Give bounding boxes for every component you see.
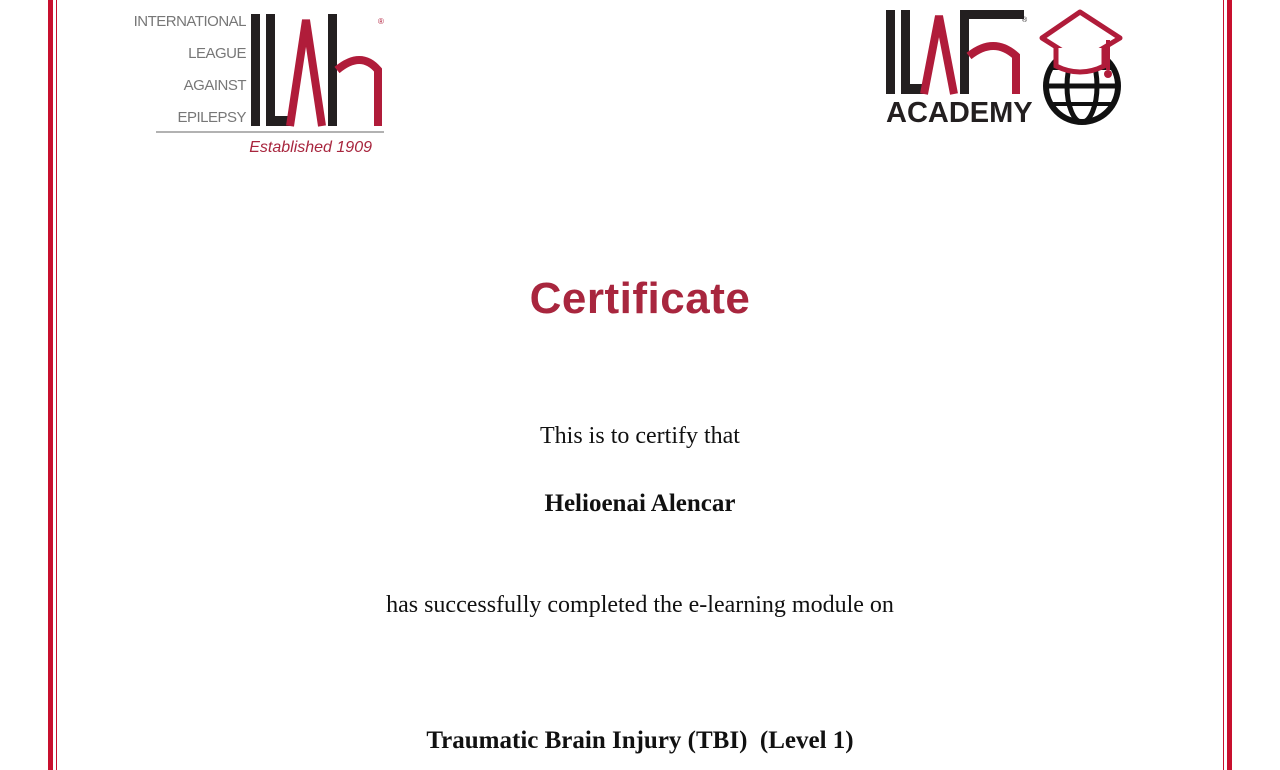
recipient-name: Helioenai Alencar	[544, 490, 736, 517]
logo-org-line: INTERNATIONAL	[133, 13, 246, 30]
ilae-academy-logo	[884, 8, 1126, 130]
svg-text:®: ®	[378, 17, 384, 26]
ilae-logo	[133, 10, 388, 160]
logo-org-line: LEAGUE	[188, 45, 246, 62]
completion-text: has successfully completed the e-learning module on	[386, 592, 894, 618]
certify-intro-text: This is to certify that	[540, 423, 740, 449]
logo-org-line: EPILEPSY	[177, 109, 246, 126]
logo-academy-text: ACADEMY	[886, 97, 1033, 129]
module-title: Traumatic Brain Injury (TBI) (Level 1)	[426, 727, 854, 754]
svg-text:®: ®	[1022, 17, 1028, 24]
certificate-title: Certificate	[529, 274, 751, 323]
logo-org-line: AGAINST	[183, 77, 246, 94]
logo-established: Established 1909	[249, 139, 372, 156]
